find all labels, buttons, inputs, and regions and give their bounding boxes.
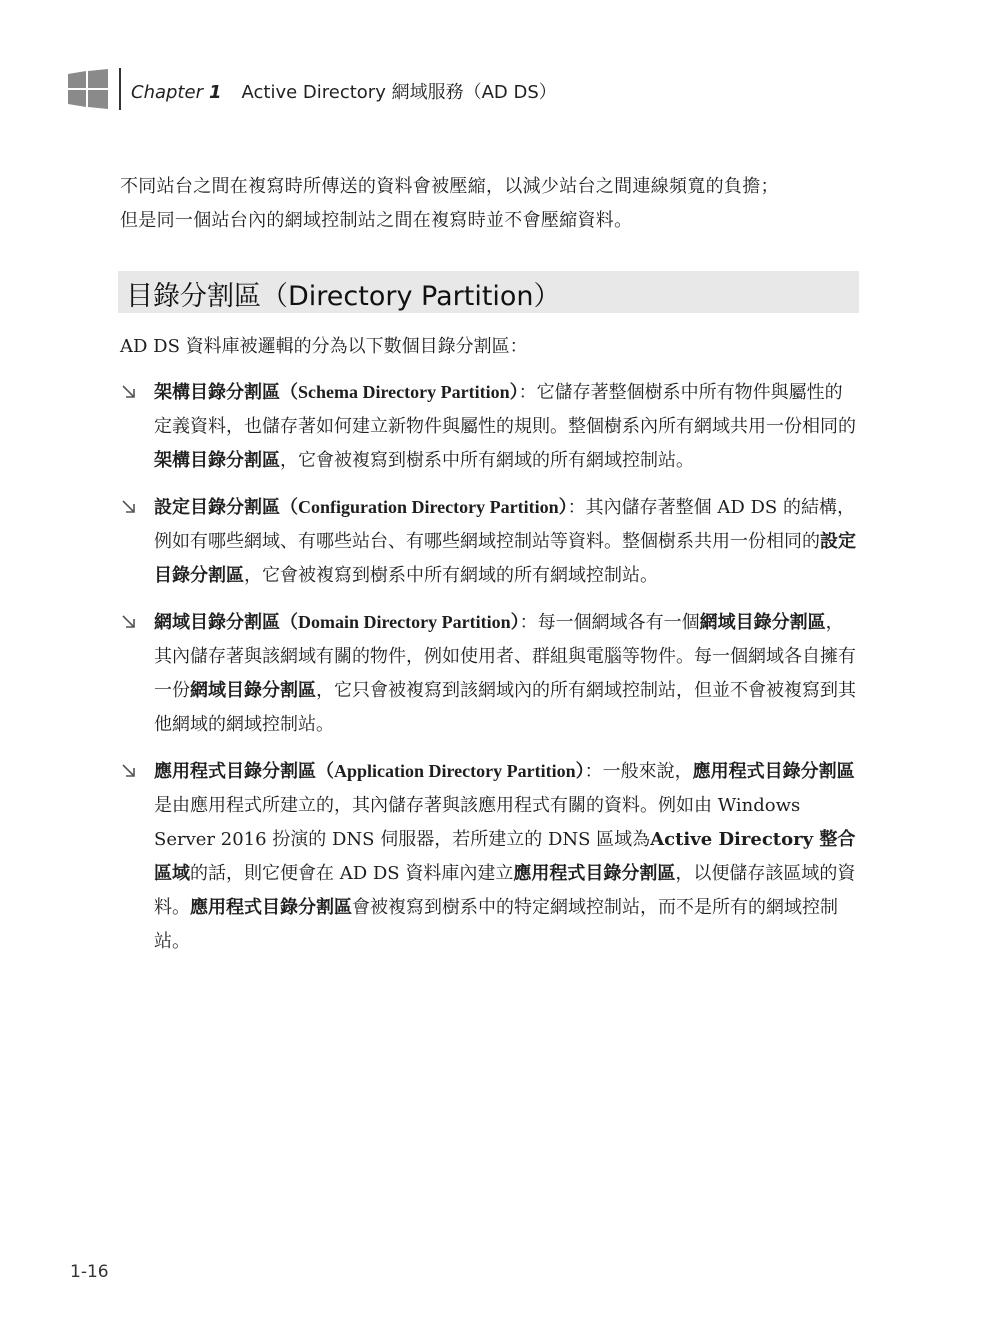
item-term: 網域目錄分割區 <box>699 612 826 633</box>
chapter-label: Chapter <box>131 82 203 103</box>
list-item-configuration <box>120 490 860 593</box>
list-item-schema <box>120 375 860 478</box>
section-heading-bar <box>118 271 859 313</box>
item-text: 的話，則它便會在 AD DS 資料庫內建立 <box>190 863 514 884</box>
list-item-domain <box>120 605 860 742</box>
intro-line-2: 但是同一個站台內的網域控制站之間在複寫時並不會壓縮資料。 <box>120 210 633 231</box>
item-title-en: （Application Directory Partition） <box>316 761 585 781</box>
item-term: 網域目錄分割區 <box>190 680 316 701</box>
chapter-heading <box>131 78 557 104</box>
header-divider <box>119 68 121 110</box>
item-term: 設定目錄分割區 <box>154 531 856 586</box>
item-title-en: （Configuration Directory Partition） <box>280 497 568 517</box>
chapter-number: 1 <box>208 82 222 103</box>
item-title: 架構目錄分割區 <box>154 382 280 403</box>
item-title-en: （Domain Directory Partition） <box>280 612 520 632</box>
running-header <box>68 68 868 110</box>
list-item-application <box>120 754 860 959</box>
item-text: ，以便儲存該區域的資料。 <box>154 863 856 918</box>
item-text: ：它儲存著整個樹系中所有物件與屬性的定義資料，也儲存著如何建立新物件與屬性的規則。整個樹系內所有網域共用一份相同的 <box>154 382 856 437</box>
intro-paragraph <box>120 170 860 238</box>
item-term: 架構目錄分割區 <box>154 450 280 471</box>
arrow-bullet-icon <box>120 762 138 780</box>
item-title: 應用程式目錄分割區 <box>154 761 316 782</box>
item-text: ：其內儲存著整個 AD DS 的結構，例如有哪些網域、有哪些站台、有哪些網域控制站等資料。整個樹系共用一份相同的 <box>154 497 855 552</box>
item-text: ：一般來說， <box>584 761 693 782</box>
windows-logo-icon <box>68 69 108 109</box>
item-text: 會被複寫到樹系中的特定網域控制站，而不是所有的網域控制站。 <box>154 897 838 952</box>
chapter-title: Active Directory 網域服務（AD DS） <box>241 82 557 103</box>
item-term: 應用程式目錄分割區 <box>190 897 352 918</box>
item-text: 是由應用程式所建立的，其內儲存著與該應用程式有關的資料。例如由 Windows Server 2016 扮演的 DNS 伺服器，若所建立的 DNS 區域為 <box>154 795 801 850</box>
section-lead: AD DS 資料庫被邏輯的分為以下數個目錄分割區： <box>120 336 528 357</box>
item-title-en: （Schema Directory Partition） <box>280 382 519 402</box>
item-term: Active Directory 整合區域 <box>154 829 856 884</box>
arrow-bullet-icon <box>120 498 138 516</box>
item-text: ，它只會被複寫到該網域內的所有網域控制站，但並不會被複寫到其他網域的網域控制站。 <box>154 680 856 735</box>
item-title: 設定目錄分割區 <box>154 497 280 518</box>
intro-line-1: 不同站台之間在複寫時所傳送的資料會被壓縮，以減少站台之間連線頻寬的負擔； <box>120 176 779 197</box>
arrow-bullet-icon <box>120 383 138 401</box>
item-text: ：每一個網域各有一個 <box>519 612 700 633</box>
item-title: 網域目錄分割區 <box>154 612 280 633</box>
arrow-bullet-icon <box>120 613 138 631</box>
section-title: 目錄分割區（Directory Partition） <box>126 281 561 312</box>
item-text: ，其內儲存著與該網域有關的物件，例如使用者、群組與電腦等物件。每一個網域各自擁有一份 <box>154 612 856 701</box>
page-number: 1-16 <box>70 1262 109 1282</box>
item-text: ，它會被複寫到樹系中所有網域的所有網域控制站。 <box>280 450 694 471</box>
item-text: ，它會被複寫到樹系中所有網域的所有網域控制站。 <box>244 565 658 586</box>
partition-list <box>120 375 860 971</box>
item-term: 應用程式目錄分割區 <box>692 761 855 782</box>
item-term: 應用程式目錄分割區 <box>513 863 676 884</box>
